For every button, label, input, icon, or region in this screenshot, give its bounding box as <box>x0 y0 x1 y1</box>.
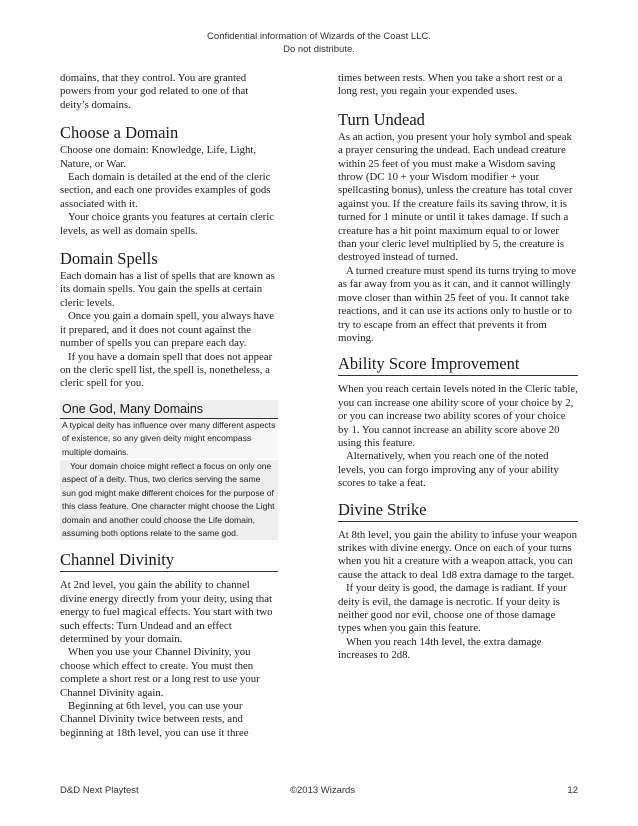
sidebar-paragraph: A typical deity has influence over many different aspects of existence, so any given deity might encompass multiple domains. <box>60 419 278 460</box>
choose-domain-paragraph: Choose one domain: Knowledge, Life, Light, Nature, or War. <box>60 144 257 170</box>
footer-copyright: ©2013 Wizards <box>290 785 356 796</box>
sidebar-paragraph: Your domain choice might reflect a focus on only one aspect of a deity. Thus, two clerics serving the same sun god might make different choices for the purpose of this class feature. One character might choose the Light domain and another could choose the Life domain, assuming both options relate to the same god. <box>60 460 278 541</box>
turn-undead-heading: Turn Undead <box>338 109 425 129</box>
divine-strike-paragraph: If your deity is good, the damage is radiant. If your deity is evil, the damage is necrotic. If your deity is neither good nor evil, choose one of those damage types when you gain this feature. <box>338 582 567 635</box>
turn-undead-paragraph: As an action, you present your holy symbol and speak a prayer censuring the undead. Each undead creature within 25 feet of you must make a Wisdom saving throw (DC 10 + your Wisdom modifier + your spellcasting bonus), unless the creature has total cover against you. If the creature fails its saving throw, it is turned for 1 minute or until it takes damage. If such a creature has a hit point maximum equal to or lower than your cleric level multiplied by 5, the creature is destroyed instead of turned. <box>338 130 573 264</box>
ability-score-heading: Ability Score Improvement <box>338 354 578 376</box>
divine-strike-paragraph: When you reach 14th level, the extra damage increases to 2d8. <box>338 635 542 662</box>
domain-spells-paragraph: Once you gain a domain spell, you always have it prepared, and it does not count against the number of spells you can prepare each day. <box>60 310 274 350</box>
choose-domain-paragraph: Each domain is detailed at the end of the cleric section, and each one provides examples of gods associated with it. <box>60 171 271 210</box>
sidebar-body <box>60 419 278 542</box>
ability-score-paragraph: Alternatively, when you reach one of the noted levels, you can forgo improving any of your ability scores to take a feat. <box>338 450 559 490</box>
one-god-sidebar <box>60 400 278 542</box>
header-line-2: Do not distribute. <box>283 44 355 55</box>
intro-paragraph: domains, that they control. You are granted powers from your god related to one of that deity’s domains. <box>60 72 249 111</box>
channel-divinity-paragraph: Beginning at 6th level, you can use your Channel Divinity twice between rests, and beginning at 18th level, you can use it three <box>60 700 249 739</box>
channel-divinity-heading: Channel Divinity <box>60 550 278 572</box>
sidebar-title: One God, Many Domains <box>60 400 278 419</box>
channel-divinity-paragraph: When you use your Channel Divinity, you choose which effect to create. You must then complete a short rest or a long rest to use your Channel Divinity again. <box>60 646 260 699</box>
domain-spells-heading: Domain Spells <box>60 249 158 269</box>
turn-undead-paragraph: A turned creature must spend its turns trying to move as far away from you as it can, and it cannot willingly move closer than within 25 feet of you. It cannot take reactions, and it can use its actions only to hustle or to try to escape from an effect that prevents it from moving. <box>338 264 576 344</box>
domain-spells-paragraph: Each domain has a list of spells that are known as its domain spells. You gain the spells at certain cleric levels. <box>60 270 275 309</box>
left-column <box>60 72 278 740</box>
choose-domain-paragraph: Your choice grants you features at certain cleric levels, as well as domain spells. <box>60 211 275 237</box>
confidential-header <box>0 30 638 56</box>
ability-score-paragraph: When you reach certain levels noted in the Cleric table, you can increase one ability score of your choice by 2, or you can increase two ability scores of your choice by 1. You cannot increase an ability score above 20 using this feature. <box>338 383 578 449</box>
choose-domain-heading: Choose a Domain <box>60 123 179 143</box>
header-line-1: Confidential information of Wizards of the Coast LLC. <box>207 31 431 42</box>
footer-title: D&D Next Playtest <box>60 785 139 796</box>
domain-spells-paragraph: If you have a domain spell that does not appear on the cleric spell list, the spell is, nonetheless, a cleric spell for you. <box>60 350 273 390</box>
continued-paragraph: times between rests. When you take a short rest or a long rest, you regain your expended uses. <box>338 72 563 98</box>
channel-divinity-paragraph: At 2nd level, you gain the ability to channel divine energy directly from your deity, using that energy to fuel magical effects. You start with two such effects: Turn Undead and an effect determined by your domain. <box>60 579 273 645</box>
page-number: 12 <box>567 785 578 796</box>
divine-strike-heading: Divine Strike <box>338 500 578 522</box>
right-column <box>338 72 578 663</box>
divine-strike-paragraph: At 8th level, you gain the ability to infuse your weapon strikes with divine energy. Once on each of your turns when you hit a creature with a weapon attack, you can cause the attack to deal 1d8 extra damage to the target. <box>338 528 577 581</box>
